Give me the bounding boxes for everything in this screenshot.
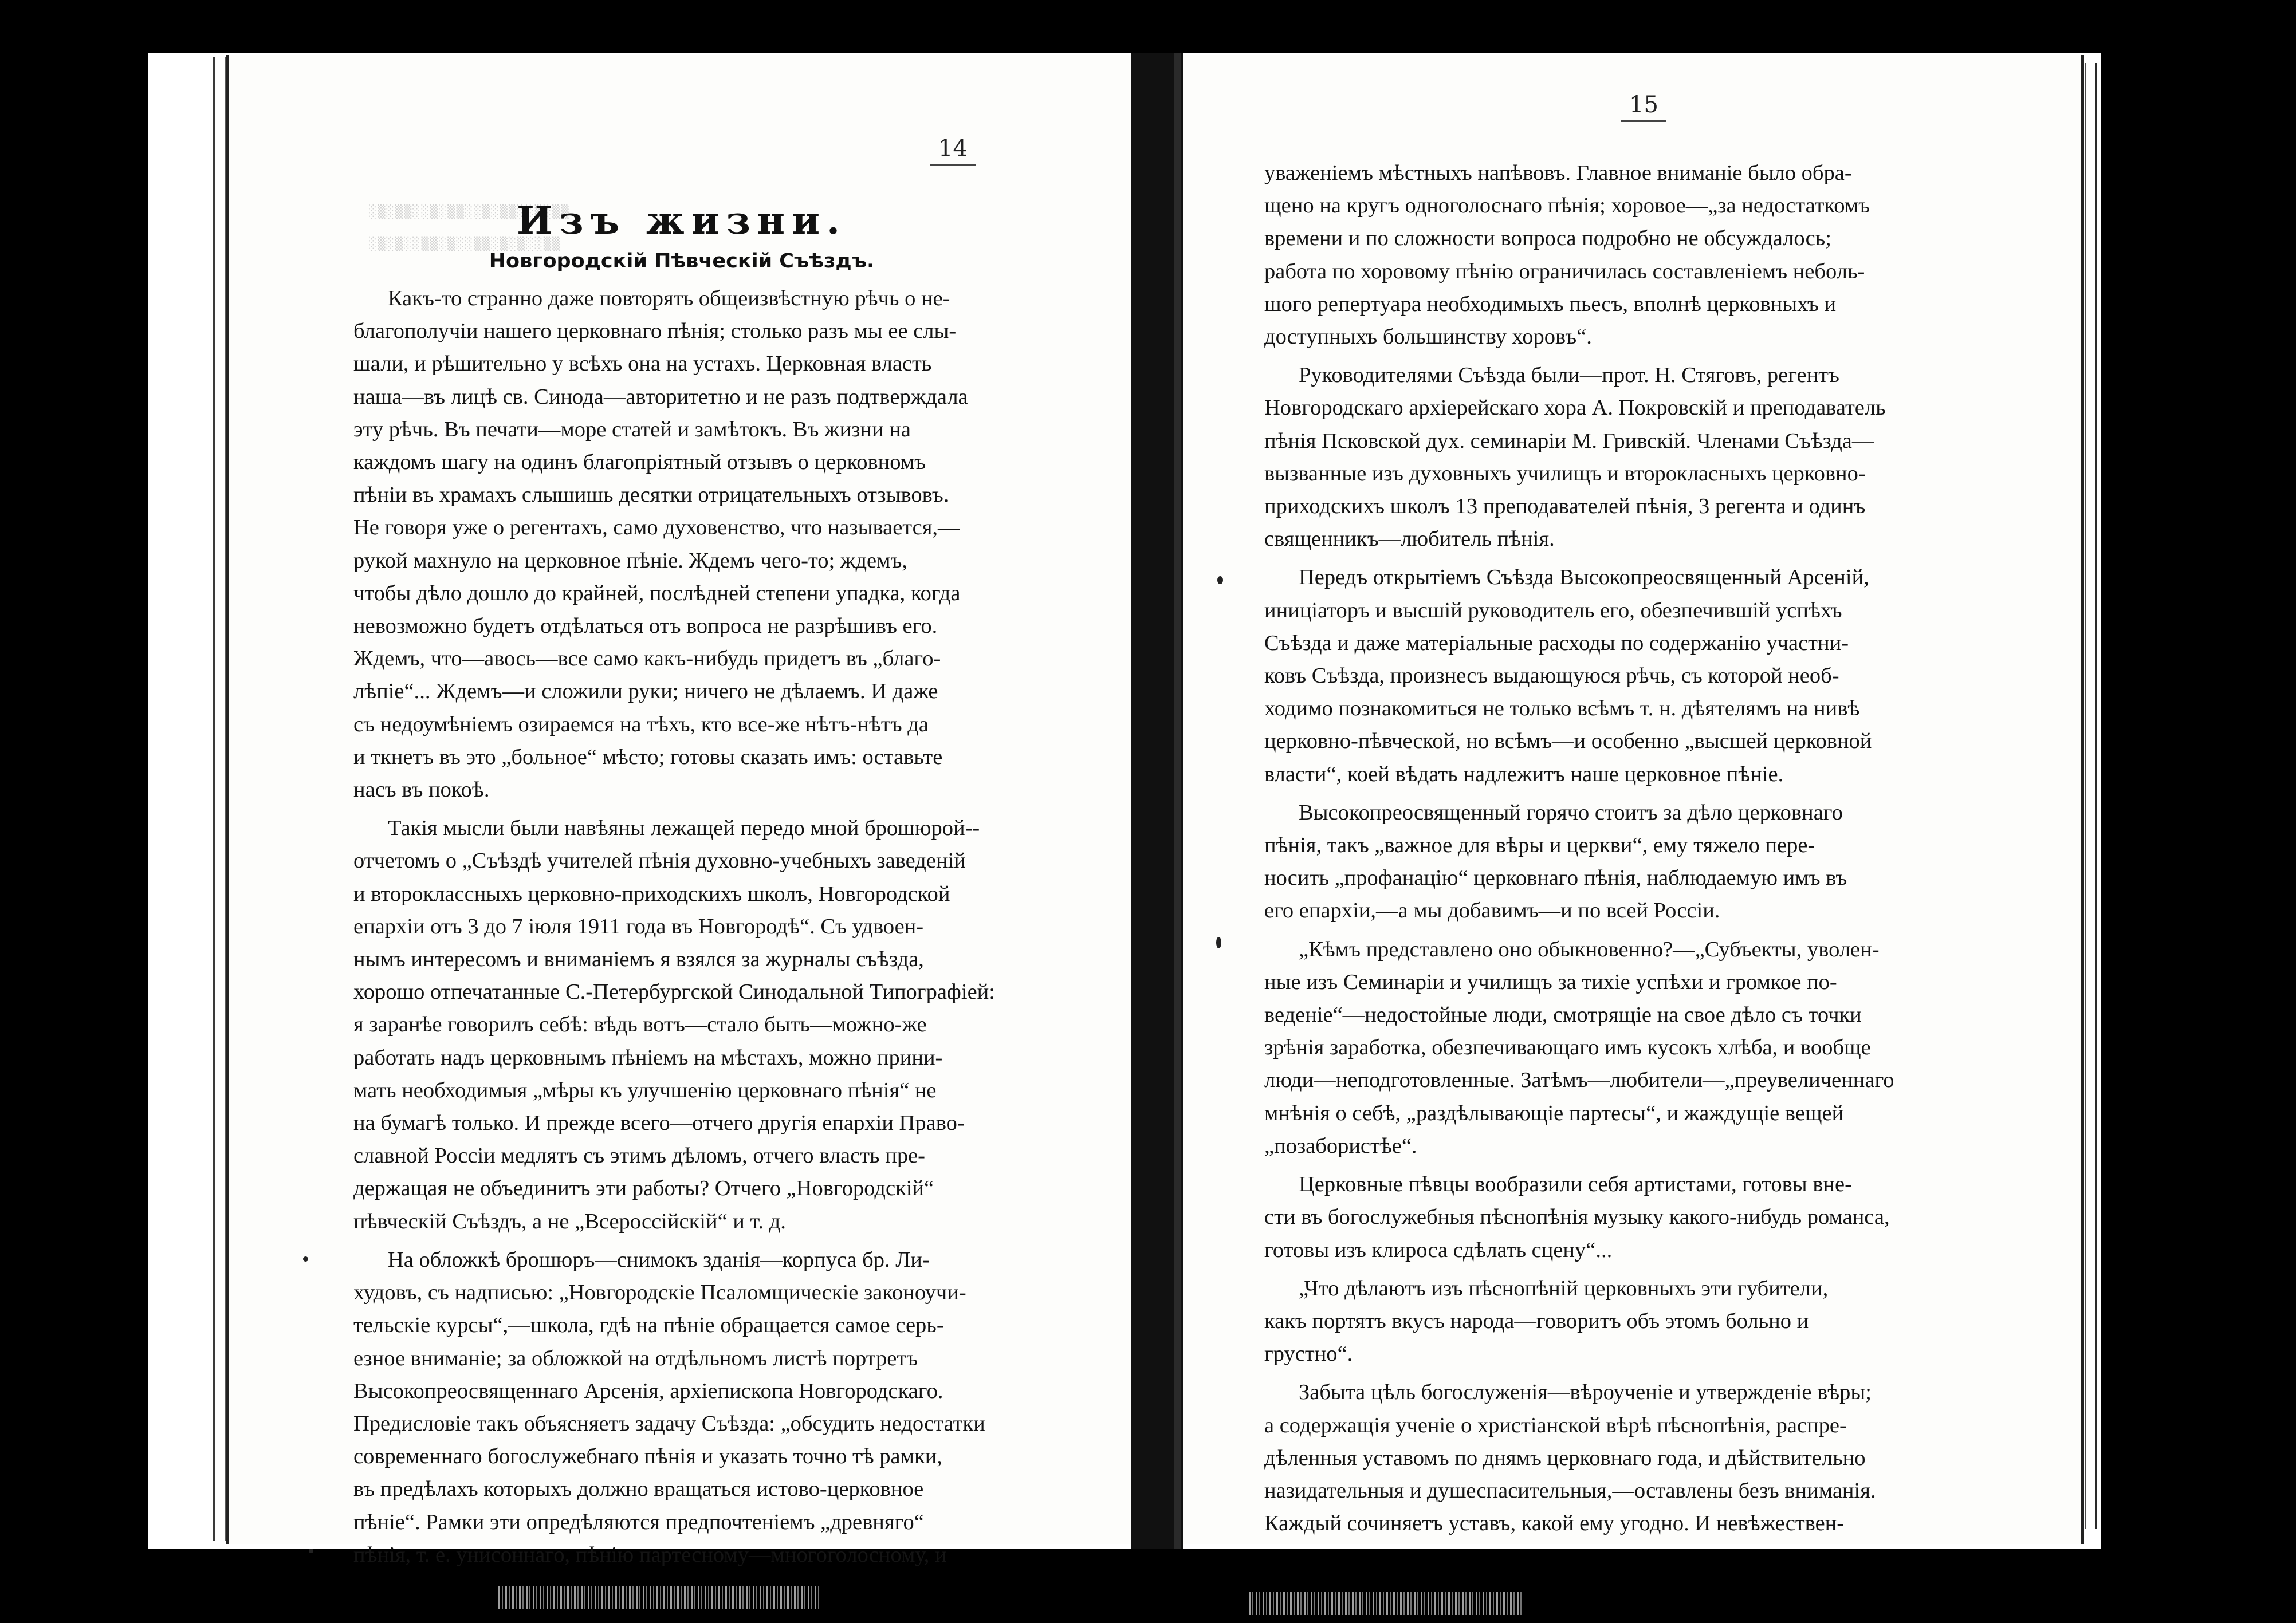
text-line: мать необходимыя „мѣры къ улучшенію церковнаго пѣнія“ не [353, 1078, 937, 1102]
left-page-edge [213, 57, 226, 1541]
text-line: На обложкѣ брошюръ—снимокъ зданія—корпуса бр. Ли- [388, 1247, 930, 1272]
page-number-left: 14 [930, 134, 976, 166]
text-line: дѣленныя уставомъ по днямъ церковнаго года, и дѣйствительно [1264, 1445, 1866, 1470]
text-line: мнѣнія о себѣ, „раздѣлывающіе партесы“, и жаждущіе вещей [1264, 1101, 1844, 1125]
text-line: Забыта цѣль богослуженія—вѣроученіе и утвержденіе вѣры; [1299, 1380, 1872, 1405]
text-line: худовъ, съ надписью: „Новгородскіе Псаломщическіе законоучи- [353, 1281, 966, 1305]
text-line: Передъ открытіемъ Съѣзда Высокопреосвященный Арсеній, [1299, 565, 1869, 590]
scan-border-top [148, 0, 2101, 53]
text-line: езное вниманіе; за обложкой на отдѣльномъ листѣ портретъ [353, 1346, 918, 1370]
text-line: сти въ богослужебныя пѣснопѣнія музыку какого-нибудь романса, [1264, 1205, 1890, 1230]
text-line: пѣніи въ храмахъ слышишь десятки отрицательныхъ отзывовъ. [353, 483, 949, 507]
text-line: приходскихъ школъ 13 преподавателей пѣнія, 3 регента и одинъ [1264, 494, 1866, 519]
text-line: люди—неподготовленные. Затѣмъ—любители—„преувеличеннаго [1264, 1068, 1894, 1093]
text-line: работать надъ церковнымъ пѣніемъ на мѣстахъ, можно прини- [353, 1045, 943, 1070]
scan-speck [1216, 937, 1221, 948]
text-line: пѣвческій Съѣздъ, а не „Всероссійскій“ и т. д. [353, 1209, 786, 1234]
scan-noise [498, 1586, 819, 1609]
text-line: нымъ интересомъ и вниманіемъ я взялся за журналы съѣзда, [353, 947, 924, 972]
text-line: лѣпіе“... Ждемъ—и сложили руки; ничего не дѣлаемъ. И даже [353, 679, 938, 704]
text-line: эту рѣчь. Въ печати—море статей и замѣтокъ. Въ жизни на [353, 417, 911, 442]
text-line: пѣнія, такъ „важное для вѣры и церкви“, ему тяжело пере- [1264, 833, 1815, 858]
text-line: Ждемъ, что—авось—все само какъ-нибудь придетъ въ „благо- [353, 647, 941, 671]
text-line: зрѣнія заработка, обезпечивающаго имъ кусокъ хлѣба, и вообще [1264, 1035, 1871, 1060]
text-line: Не говоря уже о регентахъ, само духовенство, что называется,— [353, 515, 960, 540]
text-line: церковно-пѣвческой, но всѣмъ—и особенно „высшей церковной [1264, 729, 1872, 754]
text-line: Какъ-то странно даже повторять общеизвѣстную рѣчь о не- [388, 286, 950, 310]
text-line: назидательныя и душеспасительныя,—оставлены безъ вниманія. [1264, 1478, 1876, 1503]
left-body-text [353, 282, 1086, 1571]
text-line: чтобы дѣло дошло до крайней, послѣдней степени упадка, когда [353, 581, 961, 605]
text-line: Такія мысли были навѣяны лежащей передо мной брошюрой-- [388, 816, 980, 841]
scan-speck [303, 1256, 308, 1262]
text-line: и ткнетъ въ это „больное“ мѣсто; готовы сказать имъ: оставьте [353, 744, 943, 769]
text-line: власти“, коей вѣдать надлежитъ наше церковное пѣніе. [1264, 762, 1784, 786]
text-line: Высокопреосвященный горячо стоитъ за дѣло церковнаго [1299, 800, 1843, 825]
text-line: ные изъ Семинаріи и училищъ за тихіе успѣхи и громкое по- [1264, 970, 1837, 994]
text-line: священникъ—любитель пѣнія. [1264, 527, 1555, 551]
text-line: пѣнія, т. е. унисоннаго, пѣнію партесному—многоголосному, и [353, 1542, 947, 1567]
text-line: грустно“. [1264, 1342, 1353, 1366]
text-line: пѣнія Псковской дух. семинаріи М. Гривскій. Членами Съѣзда— [1264, 428, 1874, 453]
text-line: доступныхъ большинству хоровъ“. [1264, 325, 1592, 349]
text-line: благополучіи нашего церковнаго пѣнія; столько разъ мы ее слы- [353, 319, 957, 344]
text-line: невозможно будетъ отдѣлаться отъ вопроса не разрѣшивъ его. [353, 614, 938, 639]
text-line: „Что дѣлаютъ изъ пѣснопѣній церковныхъ эти губители, [1299, 1276, 1829, 1301]
text-line: его епархіи,—а мы добавимъ—и по всей Россіи. [1264, 899, 1720, 923]
text-line: вызванные изъ духовныхъ училищъ и второкласныхъ церковно- [1264, 461, 1866, 486]
text-line: готовы изъ клироса сдѣлать сцену“... [1264, 1238, 1613, 1262]
text-line: работа по хоровому пѣнію ограничилась составленіемъ неболь- [1264, 259, 1865, 283]
right-page [1183, 55, 2084, 1544]
text-line: иниціаторъ и высшій руководитель его, обезпечившій успѣхъ [1264, 598, 1842, 623]
text-line: тельскіе курсы“,—школа, гдѣ на пѣніе обращается самое серь- [353, 1313, 944, 1338]
text-line: времени и по сложности вопроса подробно не обсуждалось; [1264, 226, 1831, 251]
text-line: Каждый сочиняетъ уставъ, какой ему угодно. И невѣжествен- [1264, 1511, 1845, 1536]
text-line: хорошо отпечатанные С.-Петербургской Синодальной Типографіей: [353, 980, 995, 1004]
scan-border-right [2101, 0, 2296, 1623]
article-subheading: Новгородскій Пѣвческій Съѣздъ. [489, 250, 875, 273]
page-number-right: 15 [1621, 90, 1666, 122]
text-line: уваженіемъ мѣстныхъ напѣвовъ. Главное вниманіе было обра- [1264, 161, 1852, 185]
bleed-through-text: ░▒░▒▒░░▒░▒▒░░▒░▒▒░░▒░▒▒ [369, 205, 570, 219]
scan-noise [1249, 1592, 1524, 1615]
text-line: Высокопреосвященнаго Арсенія, архіепископа Новгородскаго. [353, 1378, 943, 1403]
text-line: какъ портятъ вкусъ народа—говоритъ объ этомъ больно и [1264, 1309, 1809, 1333]
right-body-text [1264, 157, 2018, 1540]
text-line: ковъ Съѣзда, произнесъ выдающуюся рѣчь, съ которой необ- [1264, 664, 1839, 688]
text-line: епархіи отъ 3 до 7 іюля 1911 года въ Новгородѣ“. Съ удвоен- [353, 914, 924, 939]
scan-border-left [0, 0, 148, 1623]
text-line: и второклассныхъ церковно-приходскихъ школъ, Новгородской [353, 881, 950, 906]
text-line: „позабористѣе“. [1264, 1133, 1417, 1158]
text-line: шали, и рѣшительно у всѣхъ она на устахъ. Церковная власть [353, 352, 932, 376]
text-line: ходимо познакомиться не только всѣмъ т. н. дѣятелямъ на нивѣ [1264, 696, 1860, 721]
text-line: Новгородскаго архіерейскаго хора А. Покровскій и преподаватель [1264, 396, 1886, 420]
text-line: наша—въ лицѣ св. Синода—авторитетно и не разъ подтверждала [353, 384, 968, 409]
text-line: рукой махнуло на церковное пѣніе. Ждемъ чего-то; ждемъ, [353, 548, 908, 573]
text-line: каждомъ шагу на одинъ благопріятный отзывъ о церковномъ [353, 450, 926, 475]
text-line: веденіе“—недостойные люди, смотрящіе на свое дѣло съ точки [1264, 1003, 1862, 1027]
text-line: шого репертуара необходимыхъ пьесъ, вполнѣ церковныхъ и [1264, 291, 1837, 316]
text-line: на бумагѣ только. И прежде всего—отчего другія епархіи Право- [353, 1111, 965, 1136]
text-line: Съѣзда и даже матеріальные расходы по содержанію участни- [1264, 631, 1849, 655]
scan-speck [309, 1549, 313, 1553]
text-line: держащая не объединитъ эти работы? Отчего „Новгородскій“ [353, 1176, 934, 1201]
right-page-edge [2085, 63, 2097, 1529]
text-line: современнаго богослужебнаго пѣнія и указать точно тѣ рамки, [353, 1444, 942, 1469]
text-line: носить „профанацію“ церковнаго пѣнія, наблюдаемую имъ въ [1264, 866, 1847, 891]
section-heading: Изъ жизни. [516, 198, 847, 243]
text-line: съ недоумѣніемъ озираемся на тѣхъ, кто все-же нѣтъ-нѣтъ да [353, 712, 929, 736]
bleed-through-text: ░▒░▒░░▒▒░▒░░▒▒░▒░▒░░▒▒ [369, 237, 561, 251]
text-line: въ предѣлахъ которыхъ должно вращаться истово-церковное [353, 1477, 924, 1502]
text-line: щено на кругъ одноголоснаго пѣнія; хоровое—„за недостаткомъ [1264, 194, 1870, 218]
text-line: Предисловіе такъ объясняетъ задачу Съѣзда: „обсудить недостатки [353, 1411, 985, 1436]
text-line: пѣніе“. Рамки эти опредѣляются предпочтеніемъ „древняго“ [353, 1510, 924, 1534]
text-line: Руководителями Съѣзда были—прот. Н. Стяговъ, регентъ [1299, 363, 1839, 388]
text-line: насъ въ покоѣ. [353, 778, 490, 802]
text-line: „Кѣмъ представлено оно обыкновенно?—„Субъекты, уволен- [1299, 937, 1880, 962]
book-gutter-shadow [1174, 53, 1181, 1549]
text-line: славной Россіи медлятъ съ этимъ дѣломъ, отчего власть пре- [353, 1144, 925, 1168]
text-line: отчетомъ о „Съѣздѣ учителей пѣнія духовно-учебныхъ заведеній [353, 849, 966, 873]
scan-speck [1217, 576, 1223, 584]
left-page [226, 55, 1133, 1567]
text-line: Церковные пѣвцы вообразили себя артистами, готовы вне- [1299, 1172, 1852, 1197]
text-line: я заранѣе говорилъ себѣ: вѣдь вотъ—стало быть—можно-же [353, 1013, 927, 1037]
text-line: а содержащія ученіе о христіанской вѣрѣ пѣснопѣнія, распре- [1264, 1413, 1847, 1437]
